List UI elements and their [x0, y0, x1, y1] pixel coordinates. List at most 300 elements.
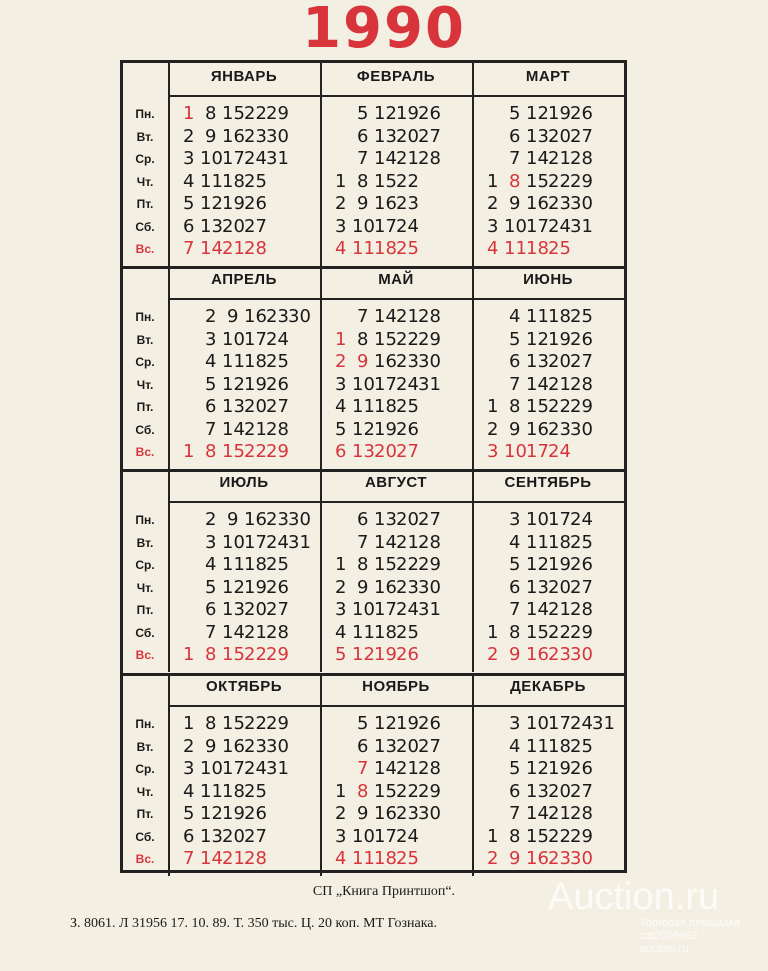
- day-number: 24: [244, 148, 267, 169]
- day-number: 16: [222, 735, 245, 757]
- day-number: 12: [526, 328, 549, 350]
- day-number: 3: [335, 373, 347, 395]
- month-divider: [472, 266, 474, 469]
- day-number: 5: [357, 103, 369, 124]
- day-number: 16: [526, 848, 549, 869]
- publisher-line: СП „Книга Принтшоп“.: [312, 884, 456, 899]
- day-number: 21: [244, 621, 267, 643]
- day-number: 14: [222, 621, 245, 643]
- day-number: 11: [352, 396, 375, 417]
- day-number: 14: [526, 148, 549, 169]
- month-name: АВГУСТ: [364, 474, 428, 491]
- day-number: 8: [509, 396, 521, 417]
- day-number: 26: [570, 328, 593, 350]
- day-number: 21: [396, 306, 419, 327]
- day-number: 2: [335, 193, 347, 214]
- day-number: 20: [548, 780, 571, 802]
- day-number: 11: [222, 554, 245, 575]
- day-number: 17: [526, 441, 549, 462]
- day-number: 14: [374, 758, 397, 779]
- month-divider: [472, 63, 474, 266]
- weekday-label: Ср.: [135, 152, 155, 166]
- day-number: 17: [374, 599, 397, 620]
- day-number: 16: [244, 509, 267, 530]
- day-number: 17: [526, 215, 549, 237]
- day-number: 12: [352, 418, 375, 440]
- day-number: 21: [222, 238, 245, 259]
- day-number: 4: [335, 396, 347, 417]
- month-name: ИЮЛЬ: [219, 474, 269, 491]
- day-number: 20: [244, 396, 267, 417]
- day-number: 3: [335, 215, 347, 237]
- day-number: 30: [418, 351, 441, 372]
- day-number: 23: [266, 306, 289, 327]
- day-number: 25: [548, 238, 571, 259]
- day-number: 28: [266, 621, 289, 643]
- day-number: 15: [374, 328, 397, 350]
- day-number: 22: [548, 621, 571, 643]
- day-number: 18: [374, 621, 397, 643]
- day-number: 8: [357, 170, 369, 192]
- month-head-underline: [320, 95, 472, 97]
- day-number: 4: [205, 351, 217, 372]
- day-number: 11: [526, 531, 549, 553]
- day-number: 6: [335, 441, 347, 462]
- watermark-line-1: Торговая площадка: [640, 917, 741, 929]
- day-number: 9: [509, 848, 521, 869]
- day-number: 19: [548, 328, 571, 350]
- weekday-label: Ср.: [135, 355, 155, 369]
- day-number: 4: [487, 238, 499, 259]
- day-number: 20: [222, 825, 245, 847]
- day-number: 9: [227, 509, 239, 530]
- day-number: 6: [509, 780, 521, 802]
- day-number: 1: [183, 103, 195, 124]
- day-number: 25: [570, 306, 593, 327]
- day-number: 20: [374, 441, 397, 462]
- day-number: 1: [183, 441, 195, 462]
- day-number: 13: [526, 125, 549, 147]
- day-number: 17: [222, 148, 245, 169]
- day-number: 16: [374, 803, 397, 824]
- day-number: 10: [200, 148, 223, 169]
- day-number: 30: [288, 306, 311, 327]
- day-number: 14: [222, 418, 245, 440]
- day-number: 21: [548, 148, 571, 169]
- day-number: 23: [266, 509, 289, 530]
- day-number: 15: [222, 103, 245, 124]
- block-divider: [123, 673, 624, 676]
- day-number: 28: [570, 599, 593, 620]
- day-number: 20: [222, 215, 245, 237]
- day-number: 25: [266, 351, 289, 372]
- day-number: 13: [526, 351, 549, 372]
- day-number: 21: [396, 758, 419, 779]
- day-number: 20: [396, 735, 419, 757]
- label-column-divider: [168, 673, 170, 876]
- day-number: 24: [396, 825, 419, 847]
- day-number: 14: [374, 306, 397, 327]
- day-number: 30: [418, 803, 441, 824]
- month-divider: [472, 673, 474, 876]
- day-number: 6: [357, 509, 369, 530]
- day-number: 25: [244, 170, 267, 192]
- day-number: 21: [548, 373, 571, 395]
- day-number: 27: [570, 125, 593, 147]
- day-number: 21: [396, 531, 419, 553]
- day-number: 9: [205, 735, 217, 757]
- day-number: 13: [526, 576, 549, 598]
- day-number: 26: [418, 713, 441, 734]
- weekday-label: Ср.: [135, 762, 155, 776]
- day-number: 31: [592, 713, 615, 734]
- day-number: 7: [509, 803, 521, 824]
- day-number: 1: [183, 713, 195, 734]
- day-number: 7: [183, 848, 195, 869]
- day-number: 1: [487, 170, 499, 192]
- day-number: 25: [396, 621, 419, 643]
- weekday-label: Вт.: [136, 739, 154, 754]
- day-number: 6: [357, 125, 369, 147]
- day-number: 29: [266, 103, 289, 124]
- day-number: 31: [266, 148, 289, 169]
- day-number: 26: [266, 576, 289, 598]
- day-number: 13: [374, 125, 397, 147]
- month-divider: [320, 469, 322, 672]
- day-number: 27: [418, 735, 441, 757]
- day-number: 31: [266, 758, 289, 779]
- day-number: 18: [244, 554, 267, 575]
- day-number: 9: [357, 193, 369, 214]
- day-number: 1: [335, 328, 347, 350]
- month-head-underline: [472, 95, 624, 97]
- day-number: 9: [509, 644, 521, 665]
- day-number: 2: [205, 509, 217, 530]
- day-number: 5: [509, 758, 521, 779]
- weekday-label: Пт.: [136, 197, 154, 211]
- day-number: 2: [183, 125, 195, 147]
- day-number: 2: [205, 306, 217, 327]
- day-number: 8: [509, 621, 521, 643]
- day-number: 24: [396, 215, 419, 237]
- day-number: 11: [200, 780, 223, 802]
- day-number: 5: [509, 328, 521, 350]
- day-number: 16: [526, 644, 549, 665]
- month-head-underline: [320, 705, 472, 707]
- calendar-grid: [120, 60, 627, 873]
- weekday-label: Вс.: [135, 852, 155, 866]
- weekday-label: Пт.: [136, 603, 154, 617]
- day-number: 19: [548, 758, 571, 779]
- day-number: 25: [396, 396, 419, 417]
- day-number: 27: [418, 125, 441, 147]
- day-number: 8: [205, 644, 217, 665]
- day-number: 19: [244, 576, 267, 598]
- day-number: 28: [418, 148, 441, 169]
- day-number: 11: [352, 238, 375, 259]
- day-number: 5: [509, 554, 521, 575]
- month-name: МАЙ: [378, 271, 414, 288]
- day-number: 20: [548, 351, 571, 372]
- day-number: 22: [244, 713, 267, 734]
- month-name: ФЕВРАЛЬ: [356, 68, 436, 85]
- day-number: 4: [183, 780, 195, 802]
- block-divider: [123, 266, 624, 269]
- day-number: 2: [487, 193, 499, 214]
- weekday-label: Пн.: [135, 310, 155, 324]
- day-number: 31: [418, 373, 441, 395]
- month-name: НОЯБРЬ: [362, 678, 430, 695]
- day-number: 23: [244, 735, 267, 757]
- day-number: 3: [335, 599, 347, 620]
- weekday-label: Вт.: [136, 129, 154, 144]
- day-number: 12: [200, 803, 223, 824]
- day-number: 18: [548, 735, 571, 757]
- day-number: 5: [357, 713, 369, 734]
- day-number: 19: [396, 713, 419, 734]
- day-number: 30: [266, 735, 289, 757]
- day-number: 18: [374, 396, 397, 417]
- day-number: 18: [374, 848, 397, 869]
- month-head-underline: [472, 501, 624, 503]
- weekday-label: Чт.: [136, 174, 154, 189]
- day-number: 9: [357, 576, 369, 598]
- day-number: 7: [357, 758, 369, 779]
- day-number: 20: [396, 509, 419, 530]
- month-head-underline: [168, 705, 320, 707]
- day-number: 15: [526, 396, 549, 417]
- day-number: 25: [266, 554, 289, 575]
- month-name: ИЮНЬ: [523, 271, 573, 288]
- day-number: 30: [266, 125, 289, 147]
- day-number: 4: [205, 554, 217, 575]
- day-number: 29: [418, 554, 441, 575]
- day-number: 12: [526, 103, 549, 124]
- day-number: 10: [352, 373, 375, 395]
- day-number: 28: [570, 373, 593, 395]
- day-number: 8: [357, 328, 369, 350]
- month-head-underline: [320, 501, 472, 503]
- day-number: 19: [374, 644, 397, 665]
- month-name: АПРЕЛЬ: [211, 271, 277, 288]
- day-number: 2: [335, 351, 347, 372]
- weekday-label: Пн.: [135, 717, 155, 731]
- day-number: 2: [335, 576, 347, 598]
- day-number: 7: [509, 599, 521, 620]
- day-number: 25: [244, 780, 267, 802]
- day-number: 18: [222, 170, 245, 192]
- day-number: 13: [374, 735, 397, 757]
- weekday-label: Пн.: [135, 107, 155, 121]
- day-number: 21: [548, 599, 571, 620]
- day-number: 7: [509, 148, 521, 169]
- day-number: 21: [396, 148, 419, 169]
- day-number: 30: [570, 848, 593, 869]
- day-number: 29: [570, 396, 593, 417]
- day-number: 12: [374, 713, 397, 734]
- day-number: 4: [509, 306, 521, 327]
- day-number: 13: [374, 509, 397, 530]
- day-number: 30: [570, 193, 593, 214]
- day-number: 14: [200, 848, 223, 869]
- weekday-label: Вт.: [136, 332, 154, 347]
- label-column-divider: [168, 469, 170, 672]
- month-name: СЕНТЯБРЬ: [504, 474, 592, 491]
- day-number: 21: [548, 803, 571, 824]
- day-number: 18: [548, 531, 571, 553]
- weekday-label: Пн.: [135, 513, 155, 527]
- month-head-underline: [472, 705, 624, 707]
- day-number: 3: [205, 328, 217, 350]
- day-number: 3: [487, 441, 499, 462]
- day-number: 9: [205, 125, 217, 147]
- day-number: 28: [570, 148, 593, 169]
- weekday-label: Пт.: [136, 400, 154, 414]
- day-number: 28: [244, 238, 267, 259]
- day-number: 25: [396, 848, 419, 869]
- day-number: 19: [548, 554, 571, 575]
- weekday-label: Сб.: [135, 625, 155, 640]
- day-number: 20: [548, 576, 571, 598]
- month-divider: [472, 469, 474, 672]
- day-number: 11: [222, 351, 245, 372]
- day-number: 21: [222, 848, 245, 869]
- day-number: 16: [526, 418, 549, 440]
- day-number: 15: [374, 780, 397, 802]
- day-number: 26: [396, 644, 419, 665]
- month-head-underline: [472, 298, 624, 300]
- day-number: 26: [244, 193, 267, 214]
- day-number: 24: [266, 531, 289, 553]
- day-number: 23: [396, 576, 419, 598]
- day-number: 31: [570, 215, 593, 237]
- day-number: 23: [548, 848, 571, 869]
- day-number: 15: [222, 441, 245, 462]
- day-number: 15: [222, 713, 245, 734]
- day-number: 17: [374, 373, 397, 395]
- day-number: 8: [509, 825, 521, 847]
- weekday-label: Ср.: [135, 558, 155, 572]
- day-number: 20: [396, 125, 419, 147]
- day-number: 24: [570, 713, 593, 734]
- day-number: 15: [222, 644, 245, 665]
- month-head-underline: [168, 95, 320, 97]
- day-number: 25: [570, 531, 593, 553]
- day-number: 19: [548, 103, 571, 124]
- month-divider: [320, 673, 322, 876]
- day-number: 10: [352, 599, 375, 620]
- day-number: 13: [222, 396, 245, 417]
- watermark-line-2: cat2006062: [640, 930, 698, 942]
- day-number: 1: [335, 780, 347, 802]
- month-name: ЯНВАРЬ: [210, 68, 278, 85]
- day-number: 29: [418, 780, 441, 802]
- day-number: 28: [418, 758, 441, 779]
- weekday-label: Вт.: [136, 535, 154, 550]
- day-number: 15: [526, 825, 549, 847]
- day-number: 7: [509, 373, 521, 395]
- month-divider: [320, 266, 322, 469]
- watermark-logo: Auction.ru: [548, 876, 720, 918]
- day-number: 18: [548, 306, 571, 327]
- day-number: 28: [418, 306, 441, 327]
- day-number: 19: [396, 103, 419, 124]
- day-number: 7: [183, 238, 195, 259]
- day-number: 13: [200, 825, 223, 847]
- day-number: 10: [222, 531, 245, 553]
- day-number: 28: [570, 803, 593, 824]
- day-number: 15: [374, 170, 397, 192]
- day-number: 9: [357, 803, 369, 824]
- day-number: 9: [227, 306, 239, 327]
- day-number: 23: [548, 644, 571, 665]
- day-number: 5: [335, 644, 347, 665]
- label-column-divider: [168, 63, 170, 266]
- day-number: 30: [570, 644, 593, 665]
- day-number: 4: [335, 238, 347, 259]
- day-number: 17: [374, 825, 397, 847]
- day-number: 5: [183, 193, 195, 214]
- day-number: 4: [183, 170, 195, 192]
- print-info-line: З. 8061. Л 31956 17. 10. 89. Т. 350 тыс. Ц. 20 коп. МТ Гознака.: [70, 916, 437, 931]
- day-number: 16: [374, 193, 397, 214]
- day-number: 16: [374, 576, 397, 598]
- weekday-label: Сб.: [135, 829, 155, 844]
- day-number: 15: [374, 554, 397, 575]
- day-number: 13: [222, 599, 245, 620]
- month-head-underline: [168, 501, 320, 503]
- day-number: 1: [487, 396, 499, 417]
- day-number: 1: [335, 170, 347, 192]
- day-number: 16: [526, 193, 549, 214]
- day-number: 2: [487, 644, 499, 665]
- day-number: 10: [504, 215, 527, 237]
- day-number: 8: [509, 170, 521, 192]
- day-number: 29: [266, 644, 289, 665]
- day-number: 17: [374, 215, 397, 237]
- weekday-label: Чт.: [136, 784, 154, 799]
- day-number: 24: [548, 215, 571, 237]
- day-number: 7: [205, 621, 217, 643]
- day-number: 29: [570, 170, 593, 192]
- day-number: 14: [374, 531, 397, 553]
- day-number: 18: [222, 780, 245, 802]
- day-number: 22: [244, 644, 267, 665]
- day-number: 10: [352, 825, 375, 847]
- day-number: 1: [487, 825, 499, 847]
- day-number: 21: [244, 418, 267, 440]
- day-number: 25: [396, 238, 419, 259]
- day-number: 31: [288, 531, 311, 553]
- day-number: 29: [570, 621, 593, 643]
- day-number: 2: [487, 418, 499, 440]
- day-number: 26: [570, 758, 593, 779]
- day-number: 10: [200, 758, 223, 779]
- day-number: 6: [205, 396, 217, 417]
- day-number: 10: [504, 441, 527, 462]
- day-number: 26: [244, 803, 267, 824]
- day-number: 27: [570, 351, 593, 372]
- day-number: 10: [352, 215, 375, 237]
- day-number: 16: [222, 125, 245, 147]
- weekday-label: Сб.: [135, 422, 155, 437]
- day-number: 3: [487, 215, 499, 237]
- day-number: 27: [244, 215, 267, 237]
- day-number: 9: [509, 418, 521, 440]
- day-number: 27: [570, 780, 593, 802]
- day-number: 26: [396, 418, 419, 440]
- day-number: 5: [183, 803, 195, 824]
